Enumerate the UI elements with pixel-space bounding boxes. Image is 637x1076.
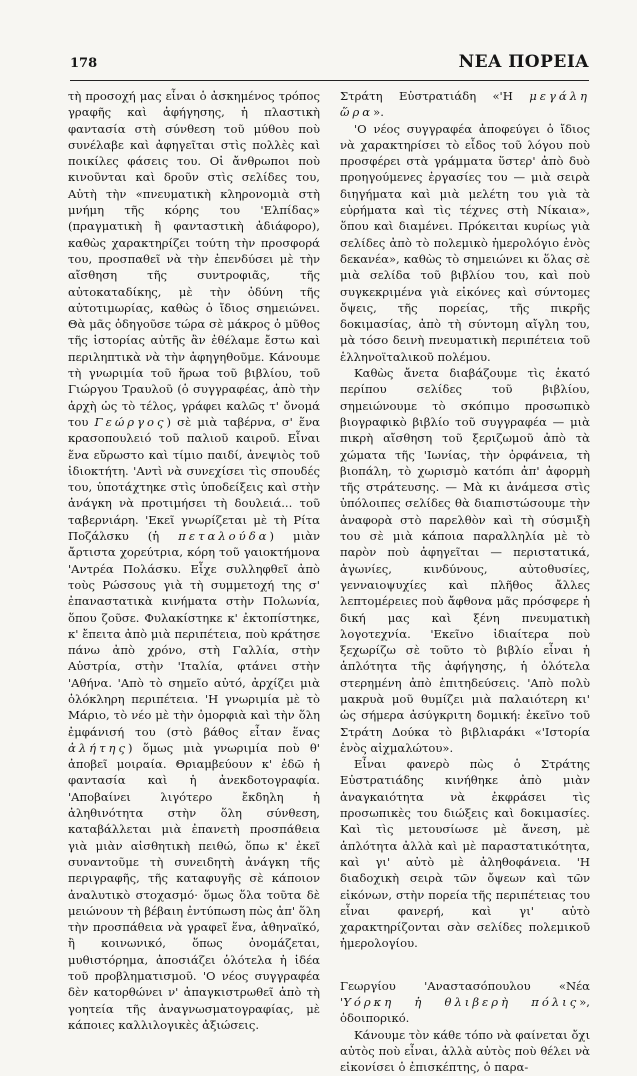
text-run: ) ὅμως μιὰ γνωριμία ποὺ θ' ἀποβεῖ μοιραία. Θριαμβεύουν κ' ἐδῶ ἡ φαντασία καὶ ἡ ἀνεκδοτογραφία. 'Αποβαίνει λιγότερο ἔκδηλη ἡ ἀληθινότητα στὴν ὅλη σύνθεση, καταβάλλεται μιὰ ἐπανετὴ προσπάθεια γιὰ μιὰν αἰσθητικὴ πειθώ, ὅπω κ' ἐκεῖ συναντοῦμε τὴ συνειδητὴ ἀνάγκη τῆς περιγραφῆς, τῆς καταφυγῆς σὲ κάποιον ἀναλυτικὸ στοχασμό· ὅμως ὅλα τοῦτα δὲ μειώνουν τὴ βέβαιη ἐντύπωση πὼς ἀπ' ὅλη τὴν προσπάθεια νὰ γραφεῖ ἕνα, ἀθηναϊκό, ἢ κοινωνικό, ὅπως ὀνομάζεται, μυθιστόρημα, ἀποσιάζει ὁλότελα ἡ ἰδέα τοῦ προβληματισμοῦ. 'Ο νέος συγγραφέα δὲν κατορθώνει ν' ἀπαγκιστρωθεῖ ἀπὸ τὴ γοητεία τῆς ἀναγνωσματογραφίας, μὲ κάποιες καλλιλογικὲς ἀξιώσεις. [68, 740, 321, 1032]
right-paragraph-4: Κάνουμε τὸν κάθε τόπο νὰ φαίνεται ὄχι αὐτὸς ποὺ εἶναι, ἀλλὰ αὐτὸς ποὺ θέλει νὰ εἰκονίσει ὁ ἐπισκέπτης, ὁ παρα- [340, 1027, 590, 1075]
spaced-word: ἀλήτης [68, 740, 128, 755]
page-header [70, 48, 589, 78]
right-paragraph-2: Καθὼς ἄνετα διαβάζουμε τὶς ἑκατό περίπου σελίδες τοῦ βιβλίου, σημειώνουμε τὸ σκόπιμο προσωπικὸ βιογραφικὸ βιβλίο τοῦ συγγραφέα — μιὰ πικρὴ αἴσθηση τοῦ ξεριζωμοῦ ἀπὸ τὰ χώματα τῆς 'Ιωνίας, τὴν ὀρφάνεια, τὴ βιοπάλη, τὸ χωρισμὸ κατόπι ἀπ' ἀφορμὴ τῆς στράτευσης. — Μὰ κι ἀνάμεσα στὶς ὑπόλοιπες σελίδες θὰ διαπιστώσουμε τὴν ἀναφορὰ στὸ παρελθὸν καὶ τὴ σύσμιξὴ του σὲ μιὰ κάποια παραλληλία μὲ τὸ παρὸν ποὺ ἀφηγεῖται — περιστατικά, ἀγωνίες, κινδύνους, αὐτοθυσίες, γενναιοψυχίες καὶ πλῆθος ἄλλες λεπτομέρειες ποὺ ἄφθονα μᾶς πρόσφερε ἡ δική μας καὶ ξένη πνευματικὴ λογοτεχνία. 'Εκεῖνο ἰδιαίτερα ποὺ ξεχωρίζω σὲ τοῦτο τὸ βιβλίο εἶναι ἡ ἁπλότητα τῆς ἀφήγησης, ἡ ὁλότελα στερημένη ἀπὸ ἐπιτηδεύσεις. 'Απὸ πολὺ μακρυὰ μοῦ θυμίζει μιὰ παλαιότερη κι' ὡς σήμερα ἀσύγκριτη δομική: ἐκεῖνο τοῦ Στράτη Δούκα τὸ βιβλιαράκι «'Ιστορία ἑνὸς αἰχμαλώτου». [340, 366, 590, 755]
right-column [340, 88, 590, 1076]
section-gap [340, 952, 590, 978]
header-rule [70, 80, 589, 81]
right-paragraph-1: 'Ο νέος συγγραφέα ἀποφεύγει ὁ ἴδιος νὰ χαρακτηρίσει τὸ εἶδος τοῦ λόγου ποὺ προσφέρει στὰ γράμματα ὕστερ' ἀπὸ δυὸ προηγούμενες ἐργασίες του — μιὰ σειρὰ διηγήματα καὶ μιὰ μελέτη του γιὰ τὰ εὐρήματα καὶ τὶς τέχνες στὴ Νίκαια», ὅπου καὶ διαμένει. Πρόκειται κυρίως γιὰ σελίδες ἀπὸ τὸ πολεμικὸ ἡμερολόγιο ἑνὸς δεκανέα», καθὼς τὸ σημειώνει κι ὅλας σὲ μιὰ σελίδα τοῦ βιβλίου του, καὶ ποὺ συγκεκριμένα γιὰ εἰκόνες καὶ σύντομες ὄψεις, τῆς πορείας, τῆς πικρῆς δοκιμασίας, ἀπὸ τὴ σύντομη αἴγλη του, μὰ τόσο δεινὴ πνευματικὴ περιπέτεια τοῦ ἑλληνοϊταλικοῦ πολέμου. [340, 121, 590, 364]
page-number: 178 [70, 56, 98, 71]
right-paragraph-3: Εἶναι φανερὸ πὼς ὁ Στράτης Εὐστρατιάδης κινήθηκε ἀπὸ μιὰν ἀναγκαιότητα νὰ ἐκφράσει τὶς προσωπικὲς του διώξεις καὶ δοκιμασίες. Καὶ τὶς μετουσίωσε μὲ ἄνεση, μὲ ἁπλότητα ἀλλὰ καὶ μὲ παραστατικότητα, καὶ γι' αὐτὸ μὲ ἀληθοφάνεια. 'Η διαδοχικὴ σειρὰ τῶν ὄψεων καὶ τῶν εἰκόνων, στὴν πορεία τῆς περιπέτειας του εἶναι φανερή, καὶ γι' αὐτὸ χαρακτηρίζονται σὰν σελίδες πολεμικοῦ ἡμερολογίου. [340, 757, 590, 951]
book-heading-2 [340, 978, 590, 1027]
running-title: ΝΕΑ ΠΟΡΕΙΑ [458, 52, 589, 72]
book-title: Υόρκη ἡ θλιβερὴ πόλις [343, 995, 580, 1010]
text-run: », ὁδοιπορικό. [340, 995, 590, 1026]
left-column [68, 88, 320, 1033]
text-run: τὴ προσοχή μας εἶναι ὁ ἀσκημένος τρόπος γραφῆς καὶ ἀφήγησης, ἡ πλαστικὴ φαντασία στὴ σύνθεση τοῦ μύθου ποὺ συνέλαβε καὶ ἀφηγεῖται στὶς πολλὲς καὶ ποικίλες φάσεις του. Οἱ ἄνθρωποι ποὺ κινοῦνται καὶ δροῦν στὶς σελίδες του, Αὐτὴ τὴν «πνευματικὴ κληρονομιὰ στὴ μνήμη τῆς κόρης του 'Ελπίδας» (πραγματικὴ ἢ φανταστικὴ ἀδιάφορο), καθὼς χαρακτηρίζει τούτη τὴν προσφορά του, προσπαθεῖ νὰ τὴν ἐπενδύσει μὲ τὴν αἴσθηση τῆς συντροφιᾶς, τῆς αὐτοκαταδίκης, μὲ τὴν ὀδύνη τῆς αὐτοτιμωρίας, καθὼς ὁ ἴδιος σημειώνει. Θὰ μᾶς ὁδηγοῦσε τώρα σὲ μάκρος ὁ μῦθος τῆς ἱστορίας αὐτῆς ἂν ἐθέλαμε ἔστω καὶ περιληπτικὰ νὰ τὴν ἀφηγηθοῦμε. Κάνουμε τὴ γνωριμία τοῦ ἥρωα τοῦ βιβλίου, τοῦ Γιώργου Τραυλοῦ (ὁ συγγραφέας, ἀπὸ τὴν ἀρχὴ ὡς τὸ τέλος, γράφει καλῶς τ' ὄνομά του [68, 89, 320, 429]
text-run: ) μιὰν ἄρτιστα χορεύτρια, κόρη τοῦ γαιοκτήμονα 'Αντρέα Πολάσκυ. Εἶχε συλληφθεῖ ἀπὸ τοὺς Ρώσσους γιὰ τὴ συμμετοχή της σ' ἐπαναστατικὰ κινήματα στὴν Πολωνία, ὅπου ζοῦσε. Φυλακίστηκε κ' ἐκτοπίστηκε, κ' ἔπειτα ἀπὸ μιὰ περιπέτεια, ποὺ κράτησε πάνω ἀπὸ χρόνο, στὴ Γαλλία, στὴν Αὐστρία, στὴν 'Ιταλία, φτάνει στὴν 'Αθήνα. 'Απὸ τὸ σημεῖο αὐτό, ἀρχίζει μιὰ ὁλόκληρη περιπέτεια. 'Η γνωριμία μὲ τὸ Μάριο, τὸ νέο μὲ τὴν ὀμορφιὰ καὶ τὴν ὅλη ἐμφάνισή του (στὸ βάθος εἶταν ἕνας [68, 529, 320, 739]
left-paragraph [68, 88, 320, 1033]
book-author: Στράτη Εὐστρατιάδη «'Η [340, 89, 513, 103]
book-author: Γεωργίου 'Αναστασόπουλου «Νέα ' [340, 978, 590, 1010]
book-title: μεγάλη ὥρα [340, 89, 590, 120]
spaced-name: πεταλούδα [178, 529, 270, 544]
spaced-name: Γεώργος [94, 414, 167, 429]
text-run: ». [373, 105, 384, 120]
book-heading-1 [340, 88, 590, 121]
text-run: ) σὲ μιὰ ταβέρνα, σ' ἕνα κρασοπουλειό τοῦ παλιοῦ καιροῦ. Εἶναι ἕνα εὔρωστο καὶ τίμιο παιδί, ἀνεψιὸς τοῦ ἰδιοκτήτη. 'Αντὶ νὰ συνεχίσει τὶς σπουδές του, ὑποτάχτηκε στὶς ὑποδείξεις καὶ στὴν ἀνάγκη νὰ προτιμήσει τὴ δουλειά... τοῦ ταβερνιάρη. 'Εκεῖ γνωρίζεται μὲ τὴ Ρίτα Ποζάλσκυ (ἡ [68, 414, 321, 544]
